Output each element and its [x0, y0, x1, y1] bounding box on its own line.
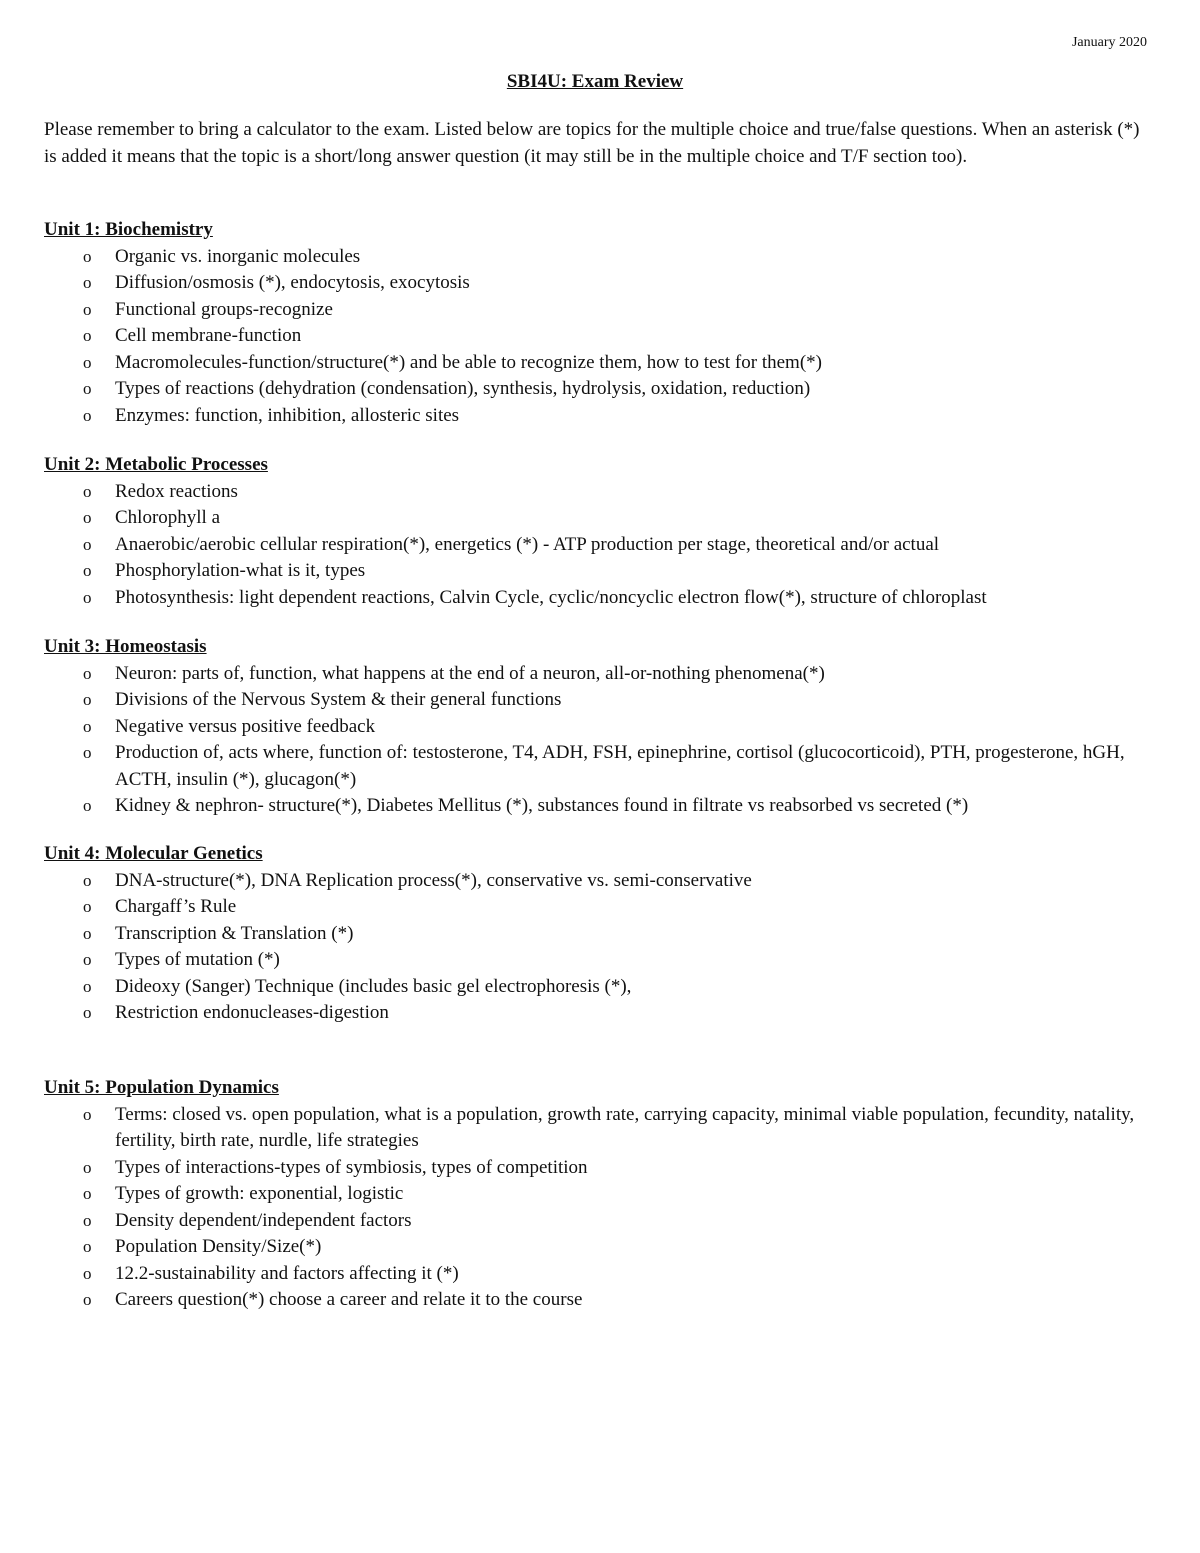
- bullet-icon: o: [83, 352, 92, 372]
- list-item-text: Types of growth: exponential, logistic: [115, 1183, 404, 1204]
- list-item-text: Chargaff’s Rule: [115, 896, 237, 917]
- unit-3-section: [44, 634, 1164, 820]
- bullet-icon: o: [83, 561, 92, 580]
- list-item: [44, 297, 1164, 324]
- bullet-icon: o: [83, 379, 92, 398]
- bullet-icon: o: [83, 923, 92, 943]
- list-item-text: Enzymes: function, inhibition, allosteric sites: [115, 404, 460, 426]
- bullet-icon: o: [83, 950, 92, 969]
- list-item-text: Types of interactions-types of symbiosis, types of competition: [115, 1156, 588, 1178]
- list-item-text: Anaerobic/aerobic cellular respiration(*), energetics (*) - ATP production per stage, theoretical and/or actual: [115, 533, 940, 555]
- bullet-icon: o: [83, 326, 92, 345]
- list-item-text: Kidney & nephron- structure(*), Diabetes Mellitus (*), substances found in filtrate vs reabsorbed vs secreted (*): [115, 795, 969, 816]
- list-item-text: Production of, acts where, function of: testosterone, T4, ADH, FSH, epinephrine, cortisol (glucocorticoid), PTH, progesterone, hGH, ACTH, insulin (*), glucagon(*): [115, 742, 1125, 790]
- list-item: [44, 1000, 1164, 1027]
- list-item-text: Negative versus positive feedback: [115, 715, 376, 737]
- list-item: [44, 1155, 1164, 1182]
- list-item-text: Dideoxy (Sanger) Technique (includes basic gel electrophoresis (*),: [115, 975, 632, 997]
- list-item: [44, 661, 1164, 688]
- list-item: [44, 532, 1164, 559]
- list-item-text: Careers question(*) choose a career and relate it to the course: [115, 1289, 583, 1310]
- document-date: January 2020: [1071, 35, 1147, 50]
- list-item: [44, 868, 1164, 895]
- list-item-text: Types of reactions (dehydration (condensation), synthesis, hydrolysis, oxidation, reduction): [115, 378, 811, 399]
- list-item: [44, 350, 1164, 377]
- list-item-text: Divisions of the Nervous System & their general functions: [115, 689, 562, 710]
- list-item-text: Transcription & Translation (*): [115, 922, 354, 944]
- bullet-icon: o: [83, 716, 92, 736]
- bullet-icon: o: [83, 508, 92, 527]
- list-item-text: Redox reactions: [115, 480, 238, 502]
- document-title: SBI4U: Exam Review: [506, 71, 684, 92]
- bullet-icon: o: [83, 587, 92, 607]
- intro-paragraph: Please remember to bring a calculator to the exam. Listed below are topics for the multiple choice and true/false questions. When an asterisk (*) is added it means that the topic is a short/long answer question (it may still be in the multiple choice and T/F section too).: [44, 119, 1140, 167]
- list-item: [44, 974, 1164, 1001]
- list-item-text: 12.2-sustainability and factors affecting it (*): [115, 1262, 459, 1284]
- unit-heading: Unit 5: Population Dynamics: [44, 1077, 279, 1098]
- unit-heading: Unit 2: Metabolic Processes: [44, 454, 268, 475]
- list-item: [44, 585, 1164, 612]
- unit-2-section: [44, 452, 1164, 611]
- list-item-text: Neuron: parts of, function, what happens at the end of a neuron, all-or-nothing phenomena(*): [115, 662, 825, 684]
- bullet-icon: o: [83, 299, 92, 319]
- topic-list: [44, 1102, 1164, 1314]
- bullet-icon: o: [83, 1263, 92, 1283]
- topic-list: [44, 244, 1164, 430]
- list-item: [44, 921, 1164, 948]
- list-item-text: DNA-structure(*), DNA Replication process(*), conservative vs. semi-conservative: [115, 869, 752, 891]
- list-item: [44, 1287, 1164, 1314]
- list-item: [44, 1234, 1164, 1261]
- unit-1-section: [44, 217, 1164, 429]
- list-item: [44, 479, 1164, 506]
- bullet-icon: o: [83, 246, 92, 266]
- unit-heading: Unit 1: Biochemistry: [44, 219, 213, 240]
- list-item: [44, 558, 1164, 585]
- topic-list: [44, 661, 1164, 820]
- bullet-icon: o: [83, 796, 92, 815]
- bullet-icon: o: [83, 534, 92, 554]
- unit-heading: Unit 3: Homeostasis: [44, 636, 207, 657]
- list-item-text: Density dependent/independent factors: [115, 1209, 412, 1231]
- bullet-icon: o: [83, 897, 92, 916]
- bullet-icon: o: [83, 1184, 92, 1203]
- list-item-text: Phosphorylation-what is it, types: [115, 560, 366, 581]
- list-item-text: Population Density/Size(*): [115, 1236, 322, 1257]
- topic-list: [44, 479, 1164, 612]
- unit-5-section: [44, 1075, 1164, 1314]
- topic-list: [44, 868, 1164, 1027]
- bullet-icon: o: [83, 1237, 92, 1256]
- bullet-icon: o: [83, 743, 92, 762]
- list-item-text: Photosynthesis: light dependent reactions, Calvin Cycle, cyclic/noncyclic electron flow(*), structure of chloroplast: [115, 586, 987, 608]
- bullet-icon: o: [83, 1210, 92, 1230]
- bullet-icon: o: [83, 976, 92, 996]
- list-item: [44, 1261, 1164, 1288]
- list-item-text: Functional groups-recognize: [115, 298, 333, 320]
- list-item: [44, 244, 1164, 271]
- bullet-icon: o: [83, 1104, 92, 1124]
- list-item-text: Macromolecules-function/structure(*) and be able to recognize them, how to test for them(*): [115, 351, 822, 373]
- unit-heading: Unit 4: Molecular Genetics: [44, 843, 263, 864]
- bullet-icon: o: [83, 690, 92, 709]
- list-item-text: Terms: closed vs. open population, what is a population, growth rate, carrying capacity, minimal viable population, fecundity, natality, fertility, birth rate, nurdle, life strategies: [115, 1103, 1135, 1151]
- list-item: [44, 1208, 1164, 1235]
- list-item: [44, 505, 1164, 532]
- list-item: [44, 270, 1164, 297]
- list-item: [44, 403, 1164, 430]
- bullet-icon: o: [83, 663, 92, 683]
- bullet-icon: o: [83, 1157, 92, 1177]
- list-item: [44, 1102, 1164, 1155]
- list-item: [44, 894, 1164, 921]
- bullet-icon: o: [83, 273, 92, 292]
- list-item-text: Diffusion/osmosis (*), endocytosis, exocytosis: [115, 272, 470, 293]
- list-item-text: Organic vs. inorganic molecules: [115, 245, 361, 267]
- list-item: [44, 1181, 1164, 1208]
- bullet-icon: o: [83, 1290, 92, 1309]
- list-item: [44, 947, 1164, 974]
- list-item-text: Restriction endonucleases-digestion: [115, 1002, 389, 1023]
- bullet-icon: o: [83, 870, 92, 890]
- bullet-icon: o: [83, 1003, 92, 1022]
- list-item-text: Cell membrane-function: [115, 325, 302, 346]
- unit-4-section: [44, 841, 1164, 1027]
- bullet-icon: o: [83, 481, 92, 501]
- list-item: [44, 714, 1164, 741]
- bullet-icon: o: [83, 405, 92, 425]
- list-item: [44, 376, 1164, 403]
- list-item: [44, 740, 1164, 793]
- list-item: [44, 687, 1164, 714]
- list-item-text: Types of mutation (*): [115, 949, 280, 970]
- list-item: [44, 793, 1164, 820]
- list-item: [44, 323, 1164, 350]
- list-item-text: Chlorophyll a: [115, 507, 221, 528]
